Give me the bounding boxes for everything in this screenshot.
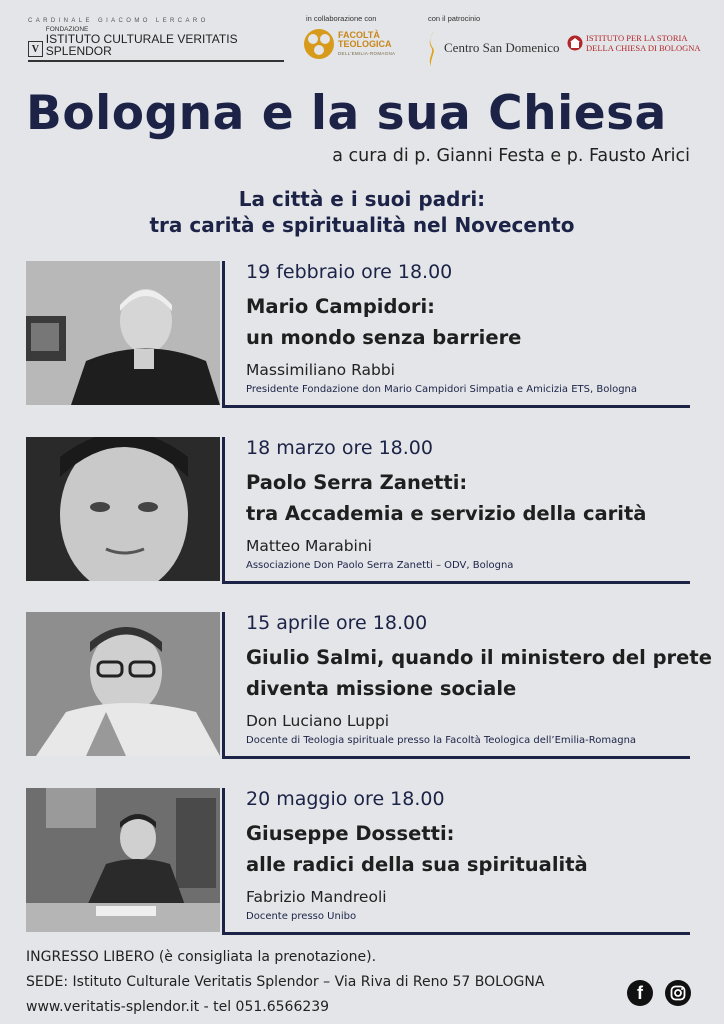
event-speaker: Massimiliano Rabbi <box>246 361 395 379</box>
ivs-mark-icon: V <box>28 41 43 57</box>
event-speaker: Don Luciano Luppi <box>246 712 390 730</box>
ivs-logo <box>28 18 284 62</box>
event-horizontal-rule <box>222 405 690 408</box>
event-title <box>246 291 521 353</box>
event-speaker-role: Docente presso Unibo <box>246 911 357 922</box>
event-title <box>246 642 712 704</box>
event-vertical-rule <box>222 261 225 407</box>
subtitle-line2: tra carità e spiritualità nel Novecento <box>149 213 575 237</box>
event-vertical-rule <box>222 437 225 583</box>
facebook-icon[interactable]: f <box>627 980 653 1006</box>
event-title-line2: alle radici della sua spiritualità <box>246 853 588 876</box>
patrocinio-label: con il patrocinio <box>428 14 481 23</box>
facolta-line2: TEOLOGICA <box>338 38 392 49</box>
page-title: Bologna e la sua Chiesa <box>26 86 667 141</box>
collab-label: in collaborazione con <box>306 14 377 23</box>
event-date: 15 aprile ore 18.00 <box>246 612 428 634</box>
event-vertical-rule <box>222 788 225 934</box>
event-title-line1: Giuseppe Dossetti: <box>246 822 455 845</box>
csd-logo <box>426 28 560 68</box>
event-title-line1: Giulio Salmi, quando il ministero del prete <box>246 646 712 669</box>
event-title-line2: diventa missione sociale <box>246 677 517 700</box>
event-photo <box>26 437 220 581</box>
facolta-logo <box>304 29 395 59</box>
facolta-line1: FACOLTÀ <box>338 29 380 40</box>
event-photo <box>26 788 220 932</box>
event-photo <box>26 261 220 405</box>
subtitle <box>0 186 724 238</box>
event-photo <box>26 612 220 756</box>
footer-venue: SEDE: Istituto Culturale Veritatis Splendor – Via Riva di Reno 57 BOLOGNA <box>26 974 545 990</box>
csd-name: Centro San Domenico <box>444 40 560 55</box>
subtitle-line1: La città e i suoi padri: <box>238 187 486 211</box>
event-item <box>26 788 690 938</box>
curators: a cura di p. Gianni Festa e p. Fausto Arici <box>332 146 690 166</box>
ivs-logo-fondazione: FONDAZIONE <box>45 26 89 33</box>
event-item <box>26 612 712 762</box>
iss-logo <box>567 33 701 53</box>
ivs-logo-small: CARDINALE GIACOMO LERCARO <box>28 18 209 24</box>
event-date: 20 maggio ore 18.00 <box>246 788 445 810</box>
event-title <box>246 467 646 529</box>
facolta-mark-icon <box>304 29 334 59</box>
event-date: 19 febbraio ore 18.00 <box>246 261 453 283</box>
event-speaker: Fabrizio Mandreoli <box>246 888 387 906</box>
event-title-line1: Mario Campidori: <box>246 295 435 318</box>
event-date: 18 marzo ore 18.00 <box>246 437 433 459</box>
event-speaker-role: Associazione Don Paolo Serra Zanetti – ODV, Bologna <box>246 560 514 571</box>
event-horizontal-rule <box>222 932 690 935</box>
church-icon <box>567 35 583 51</box>
flame-icon <box>426 28 440 68</box>
ivs-logo-name: ISTITUTO CULTURALE VERITATIS SPLENDOR <box>45 32 238 58</box>
event-title-line1: Paolo Serra Zanetti: <box>246 471 468 494</box>
event-speaker-role: Presidente Fondazione don Mario Campidori Simpatia e Amicizia ETS, Bologna <box>246 384 638 395</box>
event-vertical-rule <box>222 612 225 758</box>
iss-line1: ISTITUTO PER LA STORIA <box>586 33 688 43</box>
footer-info <box>26 945 544 1020</box>
event-speaker-role: Docente di Teologia spirituale presso la Facoltà Teologica dell’Emilia-Romagna <box>246 735 637 746</box>
instagram-icon[interactable] <box>665 980 691 1006</box>
event-item <box>26 437 690 587</box>
footer-contacts: www.veritatis-splendor.it - tel 051.6566239 <box>26 999 330 1015</box>
footer-entry-info: INGRESSO LIBERO (è consigliata la prenotazione). <box>26 949 377 965</box>
event-title-line2: tra Accademia e servizio della carità <box>246 502 647 525</box>
ivs-logo-rule <box>28 60 284 62</box>
event-horizontal-rule <box>222 756 690 759</box>
event-title-line2: un mondo senza barriere <box>246 326 522 349</box>
iss-line2: DELLA CHIESA DI BOLOGNA <box>586 43 701 53</box>
event-title <box>246 818 588 880</box>
facolta-line3: DELL'EMILIA-ROMAGNA <box>338 50 396 56</box>
event-item <box>26 261 690 411</box>
event-speaker: Matteo Marabini <box>246 537 372 555</box>
event-horizontal-rule <box>222 581 690 584</box>
